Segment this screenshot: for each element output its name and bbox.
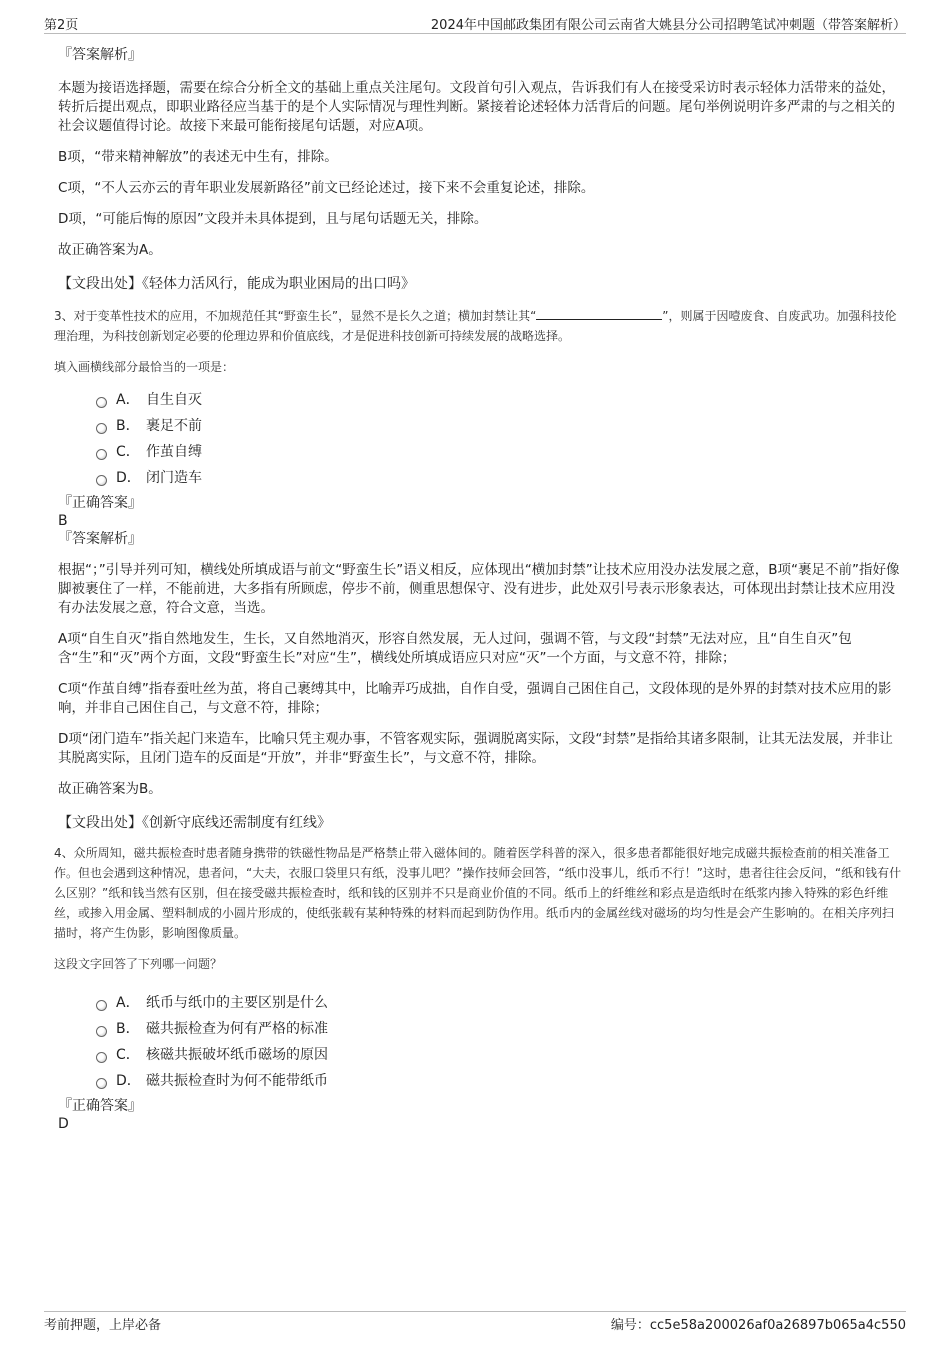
q2-analysis-p3: C项，“不人云亦云的青年职业发展新路径”前文已经论述过，接下来不会重复论述，排除。 — [58, 180, 595, 196]
q3-answer: B — [58, 513, 68, 529]
q4-options — [96, 989, 904, 1093]
q3-question — [54, 306, 904, 346]
q4-option-d[interactable]: D． 磁共振检查时为何不能带纸币 — [96, 1067, 904, 1093]
page-header — [44, 14, 906, 32]
q2-source: 【文段出处】《轻体力活风行，能成为职业困局的出口吗》 — [58, 276, 415, 292]
header-divider — [44, 33, 906, 34]
q2-analysis-p5: 故正确答案为A。 — [58, 242, 162, 258]
q2-analysis-label: 『答案解析』 — [58, 47, 142, 63]
q3-prompt: 填入画横线部分最恰当的一项是： — [54, 360, 235, 374]
q2-analysis-p2: B项，“带来精神解放”的表述无中生有，排除。 — [58, 149, 338, 165]
q4-option-a[interactable]: A． 纸币与纸巾的主要区别是什么 — [96, 989, 904, 1015]
q4-answer-label: 『正确答案』 — [58, 1098, 142, 1114]
q3-option-c[interactable]: C． 作茧自缚 — [96, 438, 904, 464]
page-content — [54, 46, 904, 1133]
q3-analysis-p5: 故正确答案为B。 — [58, 781, 162, 797]
q3-blank — [536, 307, 662, 320]
q3-analysis-p2: A项“自生自灭”指自然地发生，生长，又自然地消灭，形容自然发展，无人过问，强调不管，与文段“封禁”无法对应，且“自生自灭”包含“生”和“灭”两个方面，文段“野蛮生长”对应“生”，横线处所填成语应只对应“灭”一个方面，与文意不符，排除； — [58, 631, 852, 666]
q3-option-b[interactable]: B． 裹足不前 — [96, 412, 904, 438]
radio-icon[interactable] — [96, 397, 107, 408]
q3-analysis-p1: 根据“；”引导并列可知，横线处所填成语与前文“野蛮生长”语义相反，应体现出“横加封禁”让技术应用没办法发展之意，B项“裹足不前”指好像脚被裹住了一样，不能前进，大多指有所顾虑，停步不前，侧重思想保守、没有进步，此处双引号表示形象表达，可体现出封禁让技术应用没有办法发展之意，符合文意，当选。 — [58, 562, 900, 616]
q4-answer: D — [58, 1116, 69, 1132]
q3-analysis-p3: C项“作茧自缚”指春蚕吐丝为茧，将自己裹缚其中，比喻弄巧成拙，自作自受，强调自己困住自己，文段体现的是外界的封禁对技术应用的影响，并非自己困住自己，与文意不符，排除； — [58, 681, 892, 716]
page-footer — [44, 1314, 906, 1332]
footer-divider — [44, 1311, 906, 1312]
radio-icon[interactable] — [96, 423, 107, 434]
q2-analysis-p1: 本题为接语选择题，需要在综合分析全文的基础上重点关注尾句。文段首句引入观点，告诉我们有人在接受采访时表示轻体力活带来的益处，转折后提出观点，即职业路径应当基于的是个人实际情况与理性判断。紧接着论述轻体力活背后的问题。尾句举例说明许多严肃的与之相关的社会议题值得讨论。故接下来最可能衔接尾句话题，对应A项。 — [58, 80, 895, 134]
q3-analysis-p4: D项“闭门造车”指关起门来造车，比喻只凭主观办事，不管客观实际，强调脱离实际，文段“封禁”是指给其诸多限制，让其无法发展，并非让其脱离实际，且闭门造车的反面是“开放”，并非“野蛮生长”，与文意不符，排除。 — [58, 731, 893, 766]
page-number: 第2页 — [44, 18, 79, 33]
q4-option-b[interactable]: B． 磁共振检查为何有严格的标准 — [96, 1015, 904, 1041]
radio-icon[interactable] — [96, 1026, 107, 1037]
radio-icon[interactable] — [96, 449, 107, 460]
footer-slogan: 考前押题，上岸必备 — [44, 1318, 162, 1333]
q3-option-a[interactable]: A． 自生自灭 — [96, 386, 904, 412]
q3-question-part1: 3、对于变革性技术的应用，不加规范任其“野蛮生长”，显然不是长久之道；横加封禁让其“ — [54, 309, 537, 323]
q3-source: 【文段出处】《创新守底线还需制度有红线》 — [58, 815, 331, 831]
q3-options — [96, 386, 904, 490]
q4-question: 4、众所周知，磁共振检查时患者随身携带的铁磁性物品是严格禁止带入磁体间的。随着医学科普的深入，很多患者都能很好地完成磁共振检查前的相关准备工作。但也会遇到这种情况，患者问，“大夫，衣服口袋里只有纸，没事儿吧？”操作技师会回答，“纸巾没事儿，纸币不行！”这时，患者往往会反问，“纸和钱有什么区别？”纸和钱当然有区别，但在接受磁共振检查时，纸和钱的区别并不只是商业价值的不同。纸币上的纤维丝和彩点是造纸时在纸浆内掺入特殊的彩色纤维丝，或掺入用金属、塑料制成的小圆片形成的，使纸张载有某种特殊的材料而起到防伪作用。纸币内的金属丝线对磁场的均匀性是会产生影响的。在相关序列扫描时，将产生伪影，影响图像质量。 — [54, 846, 902, 940]
q4-option-c[interactable]: C． 核磁共振破坏纸币磁场的原因 — [96, 1041, 904, 1067]
q4-prompt: 这段文字回答了下列哪一问题？ — [54, 957, 223, 971]
radio-icon[interactable] — [96, 1000, 107, 1011]
radio-icon[interactable] — [96, 475, 107, 486]
radio-icon[interactable] — [96, 1052, 107, 1063]
q3-option-d[interactable]: D． 闭门造车 — [96, 464, 904, 490]
q3-answer-label: 『正确答案』 — [58, 495, 142, 511]
radio-icon[interactable] — [96, 1078, 107, 1089]
document-title: 2024年中国邮政集团有限公司云南省大姚县分公司招聘笔试冲刺题（带答案解析） — [430, 18, 906, 33]
q2-analysis-p4: D项，“可能后悔的原因”文段并未具体提到，且与尾句话题无关，排除。 — [58, 211, 488, 227]
document-code: 编号：cc5e58a200026af0a26897b065a4c550 — [610, 1318, 906, 1333]
q3-question-part2: ”，则属于因噎废食、自废武功。加强科技伦理治理，为科技创新划定必要的伦理边界和价值底线，才是促进科技创新可持续发展的战略选择。 — [54, 309, 897, 343]
q3-analysis-label: 『答案解析』 — [58, 531, 142, 547]
